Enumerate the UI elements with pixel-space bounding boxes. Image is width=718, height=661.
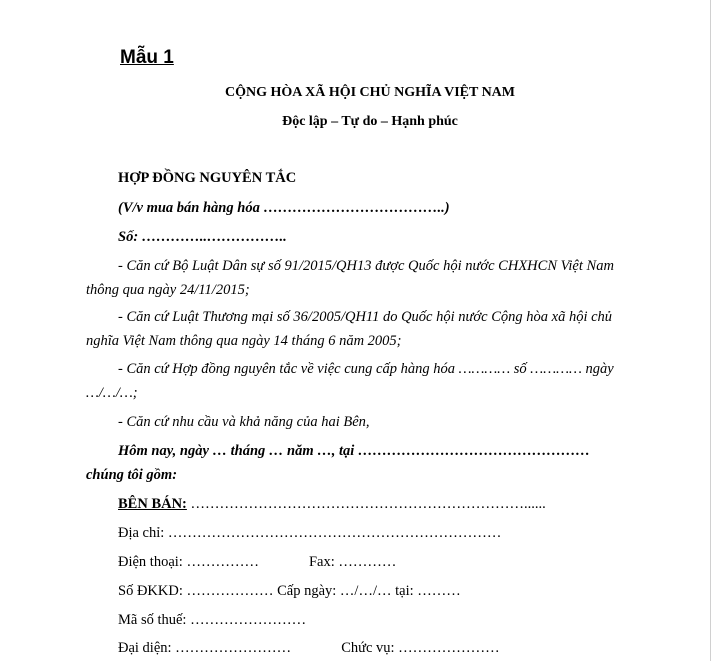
intro-line1: Hôm nay, ngày … tháng … năm …, tại …………………………………………	[118, 443, 590, 459]
seller-representative: Đại diện: ……………………	[118, 640, 292, 656]
seller-position: Chức vụ: …………………	[341, 640, 500, 656]
basis-commercial-law-line1: - Căn cứ Luật Thương mại số 36/2005/QH11 do Quốc hội nước Cộng hòa xã hội chủ	[118, 309, 613, 325]
seller-phone: Điện thoại: ……………	[118, 554, 259, 570]
contract-number: Số: …………..……………..	[118, 229, 287, 245]
form-label: Mẫu 1	[120, 47, 174, 68]
basis-framework-contract-line1: - Căn cứ Hợp đồng nguyên tắc về việc cung cấp hàng hóa ………… số ………… ngày	[118, 361, 614, 377]
contract-title: HỢP ĐỒNG NGUYÊN TẮC	[118, 170, 297, 186]
seller-heading-row	[118, 495, 546, 513]
seller-business-registration: Số ĐKKD: ……………… Cấp ngày: …/…/… tại: ………	[118, 583, 461, 599]
seller-tax-code: Mã số thuế: ……………………	[118, 612, 307, 628]
nation-header: CỘNG HÒA XÃ HỘI CHỦ NGHĨA VIỆT NAM	[224, 85, 515, 100]
motto: Độc lập – Tự do – Hạnh phúc	[282, 114, 458, 129]
contract-subject: (V/v mua bán hàng hóa ………………………………..)	[118, 200, 450, 216]
basis-commercial-law-line2: nghĩa Việt Nam thông qua ngày 14 tháng 6 năm 2005;	[86, 333, 402, 349]
basis-civil-code-line2: thông qua ngày 24/11/2015;	[86, 282, 250, 298]
intro-line2: chúng tôi gồm:	[86, 467, 178, 483]
basis-civil-code-line1: - Căn cứ Bộ Luật Dân sự số 91/2015/QH13 được Quốc hội nước CHXHCN Việt Nam	[118, 258, 614, 274]
basis-framework-contract-line2: …/…/…;	[86, 385, 138, 401]
seller-name-blank: ……………………………………………………………......	[186, 496, 546, 512]
seller-address: Địa chỉ: ……………………………………………………………	[118, 525, 502, 541]
seller-fax: Fax: …………	[308, 554, 397, 570]
seller-heading: BÊN BÁN:	[118, 496, 187, 512]
basis-needs: - Căn cứ nhu cầu và khả năng của hai Bên,	[118, 414, 370, 430]
seller-phone-row	[118, 553, 396, 571]
seller-representative-row	[118, 639, 500, 657]
